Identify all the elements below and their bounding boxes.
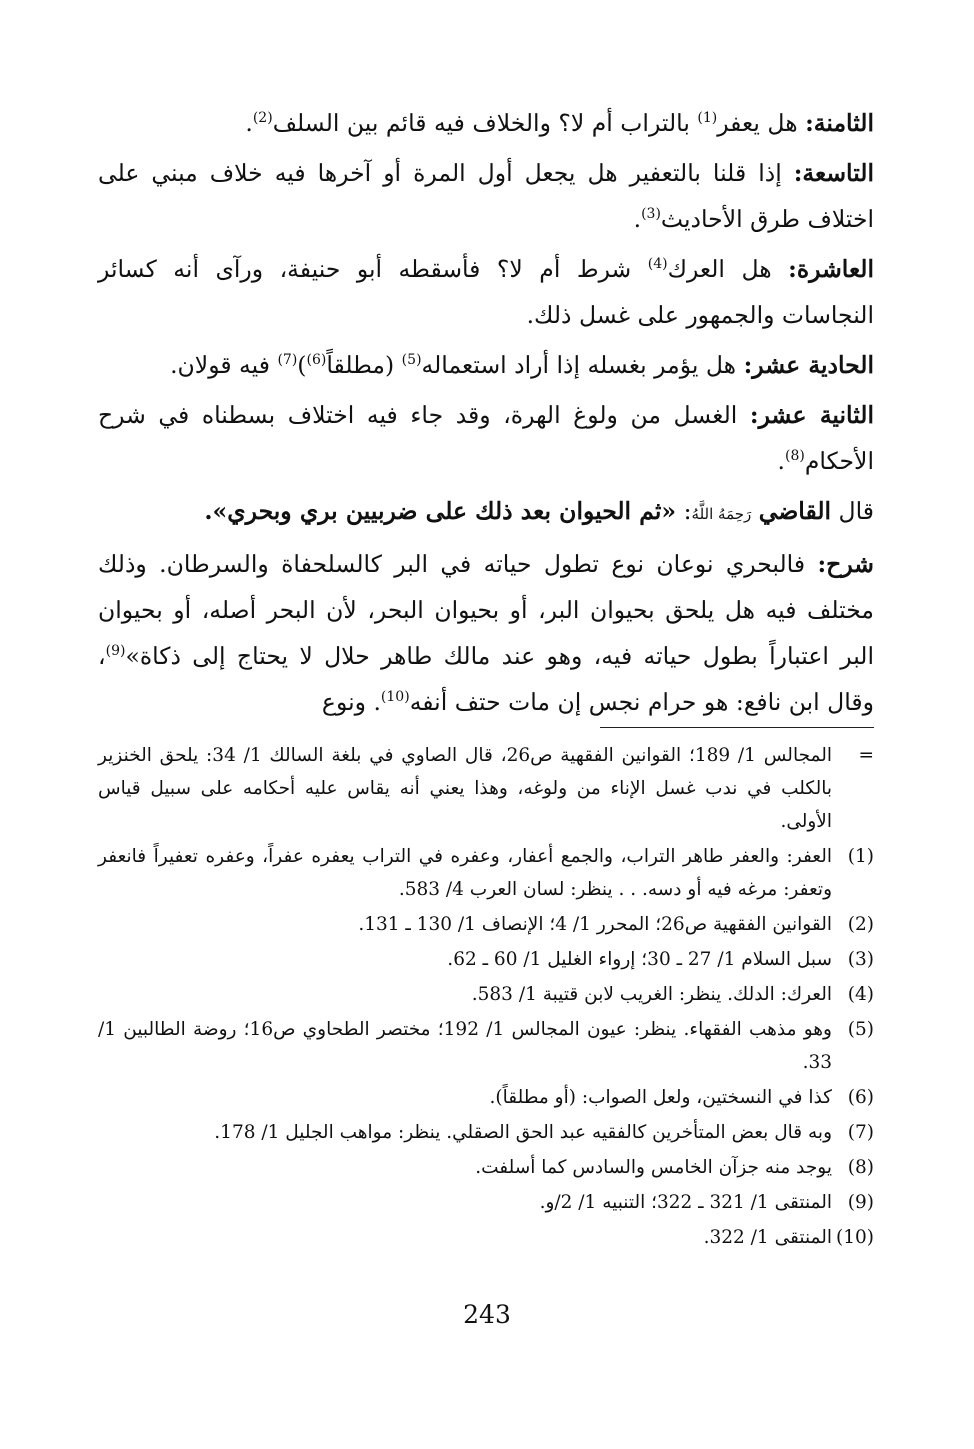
paragraph-text: ) <box>297 351 307 379</box>
paragraph-lead: التاسعة: <box>793 159 874 187</box>
paragraph-text: شرط أم لا؟ فأسقطه أبو حنيفة، ورآى أنه كسائر النجاسات والجمهور على غسل ذلك. <box>98 255 874 329</box>
paragraph-text: (مطلقاً <box>326 351 402 379</box>
commentary-text: فالبحري نوعان نوع تطول حياته في البر كالسلحفاة والسرطان. وذلك مختلف فيه هل يلحق بحيوان البر، أو بحيوان البحر، لأن البحر أصله، أو بحيوان البر اعتباراً بطول حياته فيه، وهو عند مالك طاهر حلال لا يحتاج إلى ذكاة» <box>98 550 874 670</box>
footnote-text: يوجد منه جزآن الخامس والسادس كما أسلفت. <box>475 1157 832 1178</box>
footnote-3 <box>98 943 874 976</box>
paragraph-twelfth <box>98 392 874 484</box>
paragraph-lead: الحادية عشر: <box>743 351 874 379</box>
footnote-ref: (9) <box>105 643 126 660</box>
paragraph-eleventh <box>98 342 874 388</box>
quote-prefix: قال <box>838 497 874 525</box>
footnote-text: العرك: الدلك. ينظر: الغريب لابن قتيبة 1/ 583. <box>471 984 832 1005</box>
footnote-number: (9) <box>847 1192 874 1213</box>
commentary-paragraph <box>98 541 874 725</box>
footnote-number: (8) <box>847 1157 874 1178</box>
footnote-ref: (10) <box>380 689 410 706</box>
footnote-ref: (8) <box>784 448 805 465</box>
footnote-6 <box>98 1081 874 1114</box>
paragraph-ninth <box>98 150 874 242</box>
footnote-2 <box>98 908 874 941</box>
footnote-8 <box>98 1151 874 1184</box>
quote-line <box>98 488 874 537</box>
footnote-number: (6) <box>847 1087 874 1108</box>
footnote-ref: (6) <box>306 352 327 369</box>
footnotes <box>98 739 874 1256</box>
footnote-text: وهو مذهب الفقهاء. ينظر: عيون المجالس 1/ 192؛ مختصر الطحاوي ص16؛ روضة الطالبين 1/ 33. <box>98 1019 832 1073</box>
footnote-number: (4) <box>847 984 874 1005</box>
paragraph-tenth <box>98 246 874 338</box>
footnote-continued <box>98 739 874 838</box>
footnote-9 <box>98 1186 874 1219</box>
footnote-number: (5) <box>847 1019 874 1040</box>
paragraph-text: . <box>245 109 253 137</box>
paragraph-text: هل العرك <box>667 255 772 283</box>
footnote-ref: (4) <box>647 256 668 273</box>
footnote-text: القوانين الفقهية ص26؛ المحرر 1/ 4؛ الإنصاف 1/ 130 ـ 131. <box>358 914 832 935</box>
footnote-ref: (7) <box>277 352 298 369</box>
footnote-ref: (1) <box>697 110 718 127</box>
footnote-number: (2) <box>847 914 874 935</box>
paragraph-text: إذا قلنا بالتعفير هل يجعل أول المرة أو آخرها فيه خلاف مبني على اختلاف طرق الأحاديث <box>98 159 874 233</box>
page-number: 243 <box>463 1300 511 1329</box>
commentary-text: ، وقال ابن نافع: هو حرام نجس إن مات حتف أنفه <box>98 642 874 716</box>
quote-author: القاضي <box>758 497 832 525</box>
footnote-number: (7) <box>847 1122 874 1143</box>
footnote-number: (10) <box>836 1227 874 1248</box>
footnote-ref: (3) <box>641 206 661 223</box>
paragraph-text: . <box>633 205 642 233</box>
footnote-number: (1) <box>847 846 874 867</box>
paragraph-eighth <box>98 100 874 146</box>
paragraph-lead: الثانية عشر: <box>749 401 874 429</box>
footnote-number: = <box>858 745 874 766</box>
footnote-7 <box>98 1116 874 1149</box>
footnote-text: وبه قال بعض المتأخرين كالفقيه عبد الحق الصقلي. ينظر: مواهب الجليل 1/ 178. <box>214 1122 832 1143</box>
quote-colon: : <box>683 497 692 525</box>
footnote-5 <box>98 1013 874 1079</box>
paragraph-text: هل يعفر <box>717 109 798 137</box>
paragraph-lead: الثامنة: <box>805 109 874 137</box>
footnote-ref: (5) <box>401 352 422 369</box>
paragraph-text: بالتراب أم لا؟ والخلاف فيه قائم بين السلف <box>272 109 698 137</box>
paragraph-lead: العاشرة: <box>788 255 874 283</box>
footnote-text: العفر: والعفر طاهر التراب، والجمع أعفار، وعفره في التراب يعفره عفراً، وعفره تعفيراً فانعفر وتعفر: مرغه فيه أو دسه. . . ينظر: لسان العرب 4/ 583. <box>98 846 832 900</box>
paragraph-text: الغسل من ولوغ الهرة، وقد جاء فيه اختلاف بسطناه في شرح الأحكام <box>98 401 874 475</box>
footnote-number: (3) <box>847 949 874 970</box>
paragraph-text: هل يؤمر بغسله إذا أراد استعماله <box>421 351 737 379</box>
footnote-text: المجالس 1/ 189؛ القوانين الفقهية ص26، قال الصاوي في بلغة السالك 1/ 34: يلحق الخنزير بالكلب في ندب غسل الإناء من ولوغه، وهذا يعني أنه يقاس عليه أحكامه على سبيل قياس الأولى. <box>98 745 832 832</box>
footnote-text: المنتقى 1/ 321 ـ 322؛ التنبيه 1/ 2/و. <box>539 1192 832 1213</box>
footnote-text: سبل السلام 1/ 27 ـ 30؛ إرواء الغليل 1/ 60 ـ 62. <box>447 949 832 970</box>
commentary-lead: شرح: <box>817 550 874 578</box>
main-text <box>98 100 874 725</box>
footnote-10 <box>98 1221 874 1254</box>
paragraph-text: . <box>777 447 785 475</box>
quote-text: «ثم الحيوان بعد ذلك على ضربيين بري وبحري». <box>204 497 677 525</box>
footnote-4 <box>98 978 874 1011</box>
honorific-glyph: رَحِمَهُ اللَّهُ <box>691 505 752 523</box>
footnote-text: المنتقى 1/ 322. <box>703 1227 832 1248</box>
footnote-1 <box>98 840 874 906</box>
footnote-ref: (2) <box>252 110 273 127</box>
paragraph-text: فيه قولان. <box>170 351 278 379</box>
footnote-text: كذا في النسختين، ولعل الصواب: (أو مطلقاً). <box>489 1087 832 1108</box>
footnote-divider <box>600 727 874 728</box>
commentary-text: . ونوع <box>321 688 381 716</box>
